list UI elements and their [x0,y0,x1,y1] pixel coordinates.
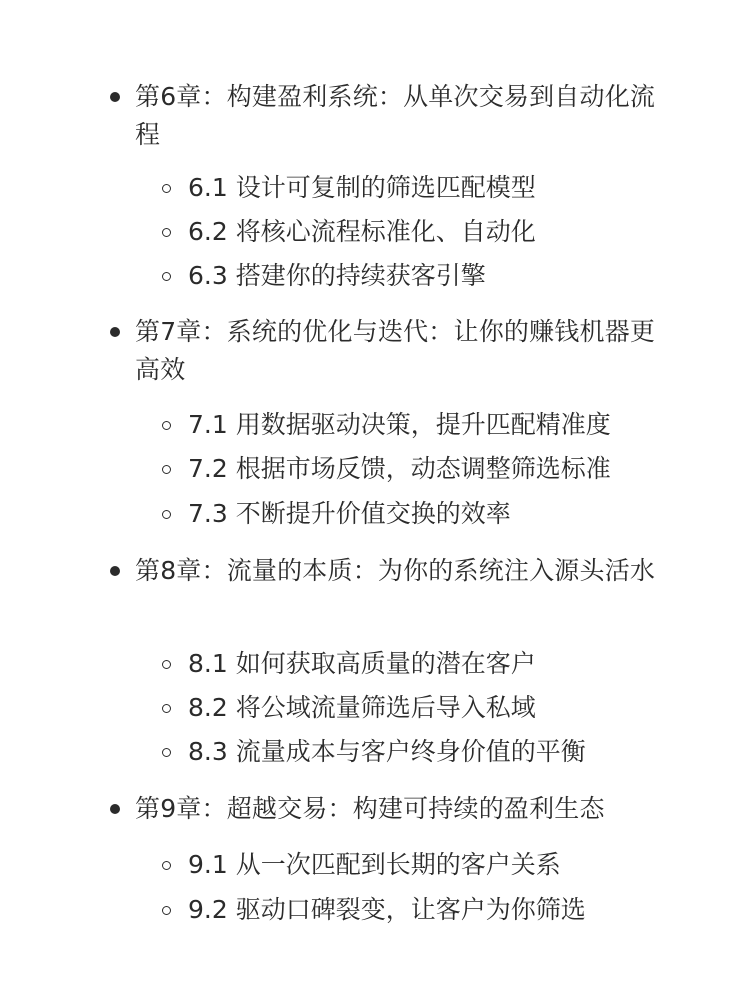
section-item: 9.2 驱动口碑裂变，让客户为你筛选 [188,895,586,924]
section-item: 6.2 将核心流程标准化、自动化 [188,217,536,246]
bullet-disc-icon [110,804,120,814]
bullet-circle-icon [162,660,171,669]
bullet-circle-icon [162,228,171,237]
bullet-disc-icon [110,92,120,102]
bullet-circle-icon [162,272,171,281]
section-item: 8.1 如何获取高质量的潜在客户 [188,649,536,678]
bullet-circle-icon [162,748,171,757]
section-item: 8.3 流量成本与客户终身价值的平衡 [188,737,586,766]
section-item: 8.2 将公域流量筛选后导入私域 [188,693,536,722]
section-item: 6.3 搭建你的持续获客引擎 [188,261,486,290]
bullet-circle-icon [162,510,171,519]
section-item: 7.1 用数据驱动决策，提升匹配精准度 [188,410,611,439]
bullet-circle-icon [162,465,171,474]
section-item: 6.1 设计可复制的筛选匹配模型 [188,173,536,202]
bullet-disc-icon [110,566,120,576]
chapter-title: 第7章：系统的优化与迭代：让你的赚钱机器更高效 [135,317,656,384]
chapter-title: 第6章：构建盈利系统：从单次交易到自动化流程 [135,82,656,149]
section-item: 9.1 从一次匹配到长期的客户关系 [188,850,561,879]
section-item: 7.2 根据市场反馈，动态调整筛选标准 [188,454,611,483]
bullet-circle-icon [162,421,171,430]
section-item: 7.3 不断提升价值交换的效率 [188,499,511,528]
chapter-title: 第9章：超越交易：构建可持续的盈利生态 [135,794,605,823]
chapter-title: 第8章：流量的本质：为你的系统注入源头活水 [135,556,656,585]
bullet-disc-icon [110,327,120,337]
bullet-circle-icon [162,861,171,870]
bullet-circle-icon [162,184,171,193]
bullet-circle-icon [162,704,171,713]
bullet-circle-icon [162,906,171,915]
